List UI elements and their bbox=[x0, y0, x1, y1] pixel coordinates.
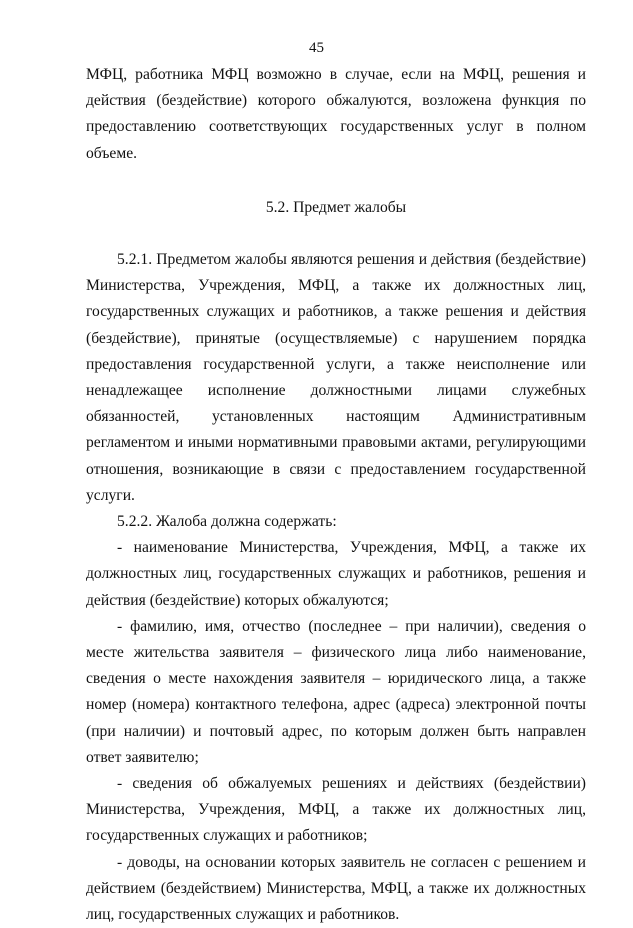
list-item-name: - наименование Министерства, Учреждения, МФЦ, а также их должностных лиц, государственных служащих и работников, решения и действия (бездействие) которых обжалуются; bbox=[86, 539, 586, 609]
paragraph-5-2-1: 5.2.1. Предметом жалобы являются решения и действия (бездействие) Министерства, Учреждения, МФЦ, а также их должностных лиц, государственных служащих и работников, а также решения и действия (бездействие), принятые (осуществляемые) с нарушением порядка предоставления государственной услуги, а также неисполнение или ненадлежащее исполнение должностными лицами служебных обязанностей, установленных настоящим Административным регламентом и иными нормативными правовыми актами, регулирующими отношения, возникающие в связи с предоставлением государственной услуги. bbox=[86, 251, 586, 504]
document-body bbox=[86, 62, 586, 928]
list-item-applicant-info: - фамилию, имя, отчество (последнее – при наличии), сведения о месте жительства заявителя – физического лица либо наименование, сведения о месте нахождения заявителя – юридического лица, а также номер (номера) контактного телефона, адрес (адреса) электронной почты (при наличии) и почтовый адрес, по которым должен быть направлен ответ заявителю; bbox=[86, 617, 586, 766]
paragraph-continuation: МФЦ, работника МФЦ возможно в случае, если на МФЦ, решения и действия (бездействие) которого обжалуются, возложена функция по предоставлению соответствующих государственных услуг в полном объеме. bbox=[86, 66, 586, 162]
page-number: 45 bbox=[309, 40, 324, 56]
section-heading: 5.2. Предмет жалобы bbox=[265, 198, 407, 216]
list-item-arguments: - доводы, на основании которых заявитель не согласен с решением и действием (бездействием) Министерства, МФЦ, а также их должностных лиц, государственных служащих и работников. bbox=[86, 853, 586, 924]
list-item-appealed-decisions: - сведения об обжалуемых решениях и действиях (бездействии) Министерства, Учреждения, МФЦ, а также их должностных лиц, государственных служащих и работников; bbox=[86, 775, 586, 845]
paragraph-5-2-2: 5.2.2. Жалоба должна содержать: bbox=[117, 513, 337, 531]
